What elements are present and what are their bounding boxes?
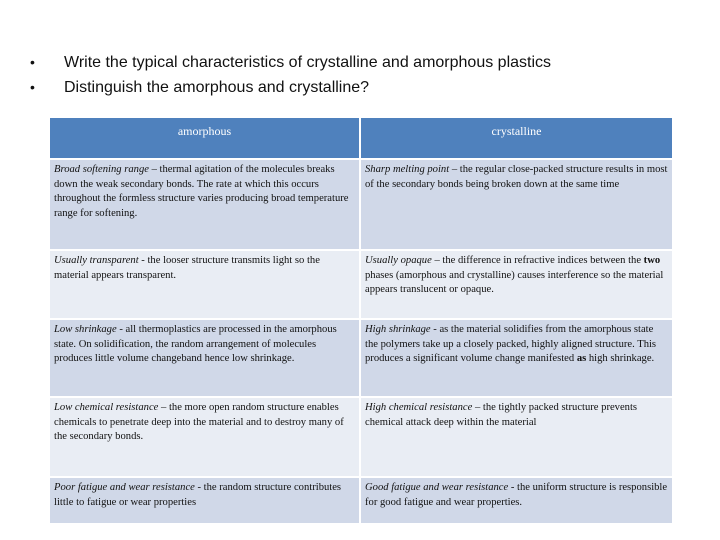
crystalline-cell xyxy=(360,397,673,477)
table-row xyxy=(49,397,673,477)
bullet-glyph: • xyxy=(30,79,35,95)
property-description: - the random structure contributes little to fatigue or wear properties xyxy=(54,482,342,508)
comparison-table xyxy=(48,116,674,525)
property-description: – the tightly packed structure prevents chemical attack deep within the material xyxy=(365,402,638,428)
crystalline-cell xyxy=(360,250,673,319)
bullet-text: Write the typical characteristics of crystalline and amorphous plastics xyxy=(64,54,552,71)
emphasis-text: two xyxy=(643,255,661,266)
property-term: Broad softening range xyxy=(54,164,149,175)
header-crystalline: crystalline xyxy=(360,117,673,159)
bullet-list xyxy=(30,50,710,100)
amorphous-cell xyxy=(49,477,360,524)
table-header-row xyxy=(49,117,673,159)
property-term: Sharp melting point xyxy=(365,164,450,175)
property-term: High chemical resistance xyxy=(365,402,473,413)
property-description: - the looser structure transmits light so the material appears transparent. xyxy=(54,255,320,281)
table-row xyxy=(49,250,673,319)
bullet-text: Distinguish the amorphous and crystalline? xyxy=(64,79,370,96)
crystalline-cell xyxy=(360,319,673,397)
property-description: – the difference in refractive indices between the xyxy=(431,255,644,266)
amorphous-cell xyxy=(49,250,360,319)
property-description: – the regular close-packed structure results in most of the secondary bonds being broken down at the same time xyxy=(365,164,668,190)
property-description: - as the material solidifies from the amorphous state the polymers take up a closely packed, highly aligned structure. This produces a significant volume change manifested xyxy=(365,324,657,365)
property-description-cont: phases (amorphous and crystalline) causes interference so the material appears translucent or opaque. xyxy=(365,269,664,296)
table-row xyxy=(49,477,673,524)
property-description: – the more open random structure enables chemicals to penetrate deep into the material and to destroy many of the secondary bonds. xyxy=(54,402,344,443)
table-row xyxy=(49,159,673,250)
property-description-cont: high shrinkage. xyxy=(586,353,655,365)
amorphous-cell xyxy=(49,397,360,477)
amorphous-cell xyxy=(49,319,360,397)
crystalline-cell xyxy=(360,477,673,524)
bullet-item xyxy=(30,75,710,100)
property-description: - the uniform structure is responsible for good fatigue and wear properties. xyxy=(365,482,668,508)
bullet-item xyxy=(30,50,710,75)
property-term: High shrinkage xyxy=(365,324,431,335)
amorphous-cell xyxy=(49,159,360,250)
property-description: – thermal agitation of the molecules breaks down the weak secondary bonds. The rate at which this occurs throughout the formless structure varies producing broad temperature range for softening. xyxy=(54,164,349,219)
table-row xyxy=(49,319,673,397)
property-term: Low chemical resistance xyxy=(54,402,159,413)
property-term: Usually opaque xyxy=(365,255,432,266)
crystalline-cell xyxy=(360,159,673,250)
property-term: Usually transparent xyxy=(54,255,139,266)
property-description: - all thermoplastics are processed in the amorphous state. On solidification, the random arrangement of molecules produces little volume changeband hence low shrinkage. xyxy=(54,324,337,365)
emphasis-text: as xyxy=(576,353,587,365)
property-term: Poor fatigue and wear resistance xyxy=(54,482,195,493)
header-amorphous: amorphous xyxy=(49,117,360,159)
property-term: Low shrinkage xyxy=(54,324,117,335)
bullet-glyph: • xyxy=(30,54,35,70)
property-term: Good fatigue and wear resistance xyxy=(365,482,509,493)
